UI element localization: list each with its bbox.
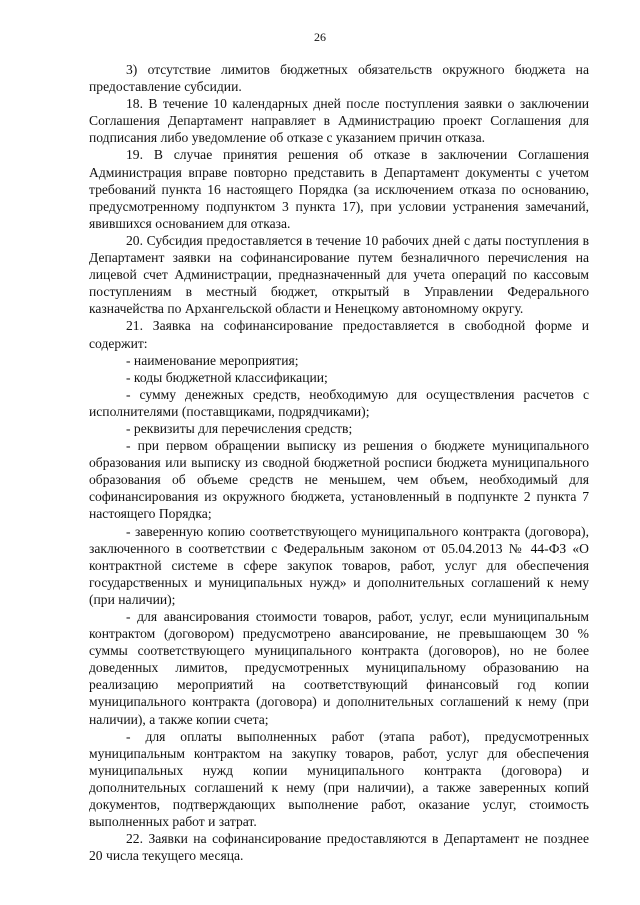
- list-item-event-name: - наименование мероприятия;: [126, 352, 299, 368]
- paragraph-17-item-3: 3) отсутствие лимитов бюджетных обязательств окружного бюджета на предоставление субсидии.: [89, 62, 589, 95]
- list-item-amount: - сумму денежных средств, необходимую для осуществления расчетов с исполнителями (поставщиками, подрядчиками);: [89, 386, 589, 419]
- paragraph-18: 18. В течение 10 календарных дней после поступления заявки о заключении Соглашения Департамент направляет в Администрацию проект Соглашения для подписания либо уведомление об отказе с указанием причин отказа.: [89, 96, 589, 146]
- paragraph-20: 20. Субсидия предоставляется в течение 10 рабочих дней с даты поступления в Департамент заявки на софинансирование путем безналичного перечисления на лицевой счет Администрации, предназначенный для учета операций по кассовым поступлениям в местный бюджет, открытый в Управлении Федерального казначейства по Архангельской области и Ненецкому автономному округу.: [89, 232, 589, 317]
- paragraph-22: 22. Заявки на софинансирование предоставляются в Департамент не позднее 20 числа текущего месяца.: [89, 831, 589, 864]
- document-body: [89, 61, 589, 864]
- list-item-completed-works: - для оплаты выполненных работ (этапа работ), предусмотренных муниципальным контрактом на закупку товаров, работ, услуг для обеспечения муниципальных нужд копии муниципального контракта (договора) и дополнительных соглашений к нему (при наличии), а также заверенных копий документов, подтверждающих выполнение работ, оказание услуг, стоимость выполненных работ и затрат.: [89, 728, 589, 830]
- list-item-requisites: - реквизиты для перечисления средств;: [126, 420, 353, 436]
- list-item-advance-payment: - для авансирования стоимости товаров, работ, услуг, если муниципальным контрактом (договором) предусмотрено авансирование, не превышающем 30 % суммы соответствующего муниципального контракта (договоров), но не более доведенных лимитов, предусмотренных муниципальному образованию на реализацию мероприятий на соответствующий финансовый год копии муниципального контракта (договора) и дополнительных соглашений к нему (при наличии), а также копии счета;: [89, 609, 589, 727]
- paragraph-19: 19. В случае принятия решения об отказе в заключении Соглашения Администрация вправе повторно представить в Департамент документы с учетом требований пункта 16 настоящего Порядка (за исключением отказа по основанию, предусмотренному подпунктом 3 пункта 17), при условии устранения замечаний, явившихся основанием для отказа.: [89, 147, 589, 231]
- list-item-budget-codes: - коды бюджетной классификации;: [126, 369, 328, 385]
- list-item-contract-copy: - заверенную копию соответствующего муниципального контракта (договора), заключенного в соответствии с Федеральным законом от 05.04.2013 № 44-ФЗ «О контрактной системе в сфере закупок товаров, работ, услуг для обеспечения государственных и муниципальных нужд» и дополнительных соглашений к нему (при наличии);: [89, 523, 589, 607]
- page-number: 26: [314, 30, 326, 44]
- list-item-budget-extract: - при первом обращении выписку из решения о бюджете муниципального образования или выписку из сводной бюджетной росписи бюджета муниципального образования об объеме средств не меньшем, чем объем, необходимый для софинансирования из окружного бюджета, установленный в подпункте 2 пункта 7 настоящего Порядка;: [89, 438, 589, 522]
- paragraph-21: 21. Заявка на софинансирование предоставляется в свободной форме и содержит:: [89, 318, 589, 351]
